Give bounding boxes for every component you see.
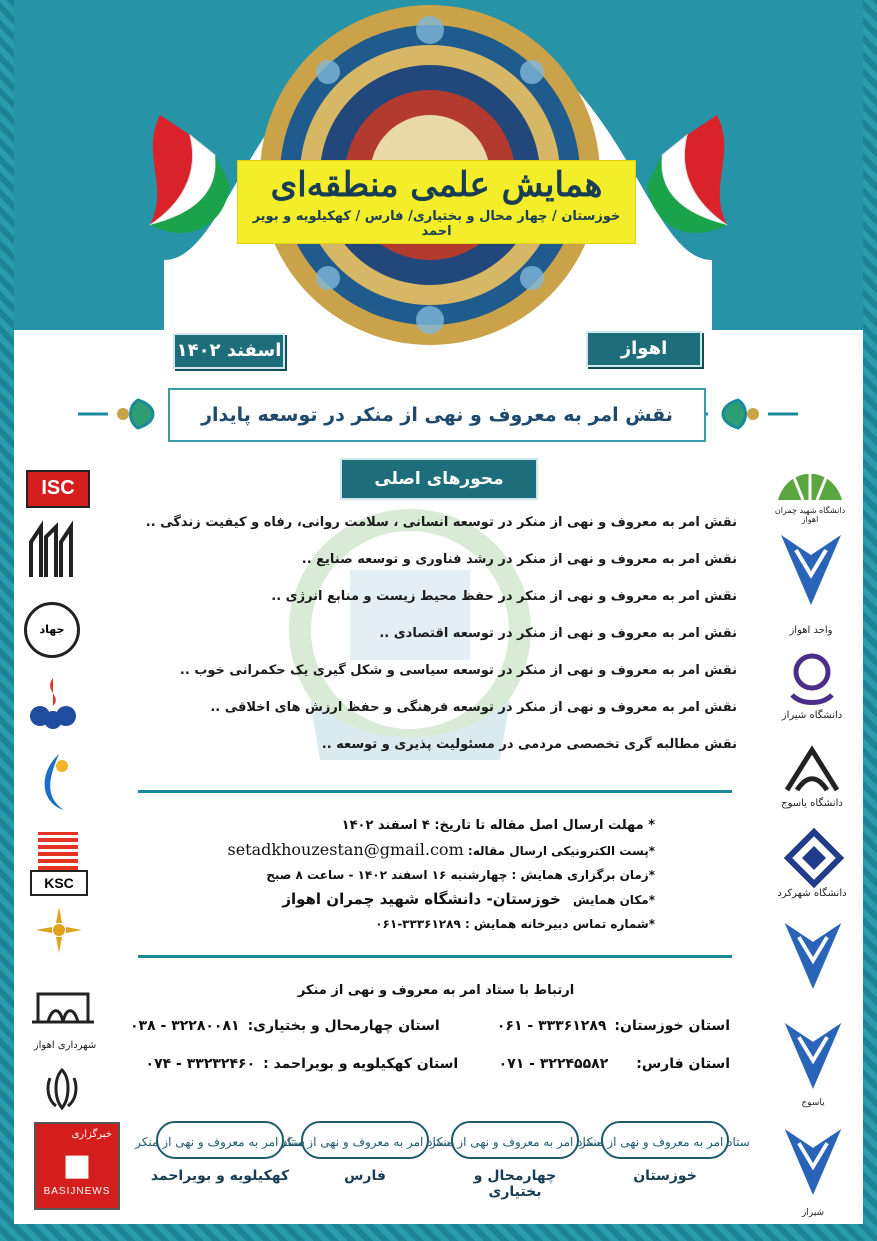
seal-label: چهارمحال و بختیاری xyxy=(473,1168,557,1200)
azad-university-icon xyxy=(780,1124,846,1200)
seal-calligraphy-icon xyxy=(135,1120,305,1160)
khuzestan-label: استان خوزستان: xyxy=(614,1018,730,1034)
ksc-logo: KSC xyxy=(30,870,88,896)
shiraz-university-icon xyxy=(782,650,842,710)
deadline-text: * مهلت ارسال اصل مقاله تا تاریخ: ۴ اسفند ۱۴۰۲ xyxy=(341,818,655,833)
yasouj-university-icon xyxy=(782,745,842,795)
kohgiluyeh-phone: ۳۳۲۳۲۴۶۰ - ۰۷۴ xyxy=(145,1056,256,1072)
place-value: خوزستان- دانشگاه شهید چمران اهواز xyxy=(282,890,561,908)
azad-university-icon xyxy=(776,530,846,610)
chamran-university-icon xyxy=(768,455,852,505)
date-badge: اسفند ۱۴۰۲ xyxy=(173,333,285,369)
chaharmahal-phone: ۳۲۲۸۰۰۸۱ - ۰۳۸ xyxy=(130,1018,240,1034)
shiraz-caption: دانشگاه شیراز xyxy=(781,710,843,721)
seal-label: فارس xyxy=(344,1168,386,1184)
info-block xyxy=(150,815,655,935)
seal-calligraphy-icon xyxy=(430,1120,600,1160)
theme-banner xyxy=(168,388,706,442)
fars-phone: ۳۲۲۴۵۵۸۲ - ۰۷۱ xyxy=(498,1056,609,1072)
chaharmahal-label: استان چهارمحال و بختیاری: xyxy=(247,1018,440,1034)
seal-label: خوزستان xyxy=(633,1168,697,1184)
seal-label: کهکیلویه و بویراحمد xyxy=(150,1168,290,1184)
conference-provinces: خوزستان / چهار محال و بختیاری/ فارس / کهکیلویه و بویر احمد xyxy=(252,209,621,239)
contact-row-2 xyxy=(130,1056,730,1072)
email-label: *پست الکترونیکی ارسال مقاله: xyxy=(467,844,655,858)
iran-flag-right xyxy=(647,115,747,285)
city-badge: اهواز xyxy=(586,331,702,367)
azad-shiraz-caption: شیراز xyxy=(801,1208,825,1218)
seal-calligraphy-icon xyxy=(580,1120,750,1160)
azad-yasouj-caption: یاسوج xyxy=(801,1098,825,1108)
email-link[interactable]: setadkhouzestan@gmail.com xyxy=(227,840,464,859)
basij-news-logo: خبرگزاری ■ BASIJNEWS xyxy=(34,1122,120,1210)
azad-university-icon xyxy=(780,918,846,994)
svg-text:ستاد امر به معروف و نهی از منک: ستاد امر به معروف و نهی از منکر xyxy=(280,1135,450,1149)
divider-bottom xyxy=(138,955,732,958)
axis-item: نقش امر به معروف و نهی از منکر در توسعه سیاسی و شکل گیری یک حکمرانی خوب .. xyxy=(179,663,737,678)
svg-text:ستاد امر به معروف و نهی از منک: ستاد امر به معروف و نهی از منکر xyxy=(135,1135,305,1149)
axis-item: نقش امر به معروف و نهی از منکر در رشد فناوری و توسعه صنایع .. xyxy=(301,552,737,567)
university-emblem-icon xyxy=(26,522,76,582)
svg-text:ستاد امر به معروف و نهی از منک: ستاد امر به معروف و نهی از منکر xyxy=(580,1135,750,1149)
payame-noor-icon xyxy=(32,905,86,965)
oil-company-icon xyxy=(28,676,78,731)
bridge-icon xyxy=(30,982,96,1030)
isc-logo: ISC xyxy=(26,470,90,508)
svg-text:ستاد امر به معروف و نهی از منک: ستاد امر به معروف و نهی از منکر xyxy=(430,1135,600,1149)
shahrekord-university-icon xyxy=(786,830,842,886)
steel-company-icon xyxy=(38,832,78,870)
title-box xyxy=(237,160,636,244)
chamran-caption: دانشگاه شهید چمران اهواز xyxy=(774,506,846,524)
contact-row-1 xyxy=(130,1018,730,1034)
conference-title: همایش علمی منطقه‌ای xyxy=(270,165,603,205)
fars-label: استان فارس: xyxy=(636,1056,730,1072)
axes-heading: محورهای اصلی xyxy=(340,458,538,500)
khuzestan-phone: ۳۳۳۶۱۲۸۹ - ۰۶۱ xyxy=(496,1018,607,1034)
axes-list xyxy=(125,508,737,767)
shahrekord-caption: دانشگاه شهرکرد xyxy=(777,888,847,899)
divider-top xyxy=(138,790,732,793)
email-row xyxy=(150,837,655,864)
axis-item: نقش مطالبه گری تخصصی مردمی در مسئولیت پذیری و توسعه .. xyxy=(321,737,737,752)
phone-text: *شماره تماس دبیرخانه همایش : ۳۳۳۶۱۲۸۹-۰۶۱ xyxy=(375,917,655,931)
theme-text: نقش امر به معروف و نهی از منکر در توسعه پایدار xyxy=(201,404,673,426)
axis-item: نقش امر به معروف و نهی از منکر در توسعه فرهنگی و حفظ ارزش های اخلاقی .. xyxy=(210,700,737,715)
water-company-icon xyxy=(34,752,74,812)
iran-flag-left xyxy=(130,115,230,285)
iran-emblem-icon xyxy=(44,1068,80,1110)
ahvaz-municipality-caption: شهرداری اهواز xyxy=(33,1040,97,1051)
azad-university-icon xyxy=(780,1018,846,1094)
place-row xyxy=(150,886,655,913)
seal-calligraphy-icon xyxy=(280,1120,450,1160)
azad-ahvaz-caption: واحد اهواز xyxy=(789,625,833,636)
axis-item: نقش امر به معروف و نهی از منکر در توسعه اقتصادی .. xyxy=(379,626,737,641)
place-label: *مکان همایش xyxy=(573,893,655,907)
contact-heading: ارتباط با ستاد امر به معروف و نهی از منکر xyxy=(297,983,575,998)
axis-item: نقش امر به معروف و نهی از منکر در توسعه انسانی ، سلامت روانی، رفاه و کیفیت زندگی .. xyxy=(145,515,737,530)
yasouj-caption: دانشگاه یاسوج xyxy=(781,798,843,809)
time-text: *زمان برگزاری همایش : چهارشنبه ۱۶ اسفند ۱۴۰۲ - ساعت ۸ صبح xyxy=(266,868,655,882)
jahad-logo: جهاد xyxy=(24,602,80,658)
kohgiluyeh-label: استان کهکیلویه و بویراحمد : xyxy=(263,1056,459,1072)
axis-item: نقش امر به معروف و نهی از منکر در حفظ محیط زیست و منابع انرژی .. xyxy=(271,589,737,604)
